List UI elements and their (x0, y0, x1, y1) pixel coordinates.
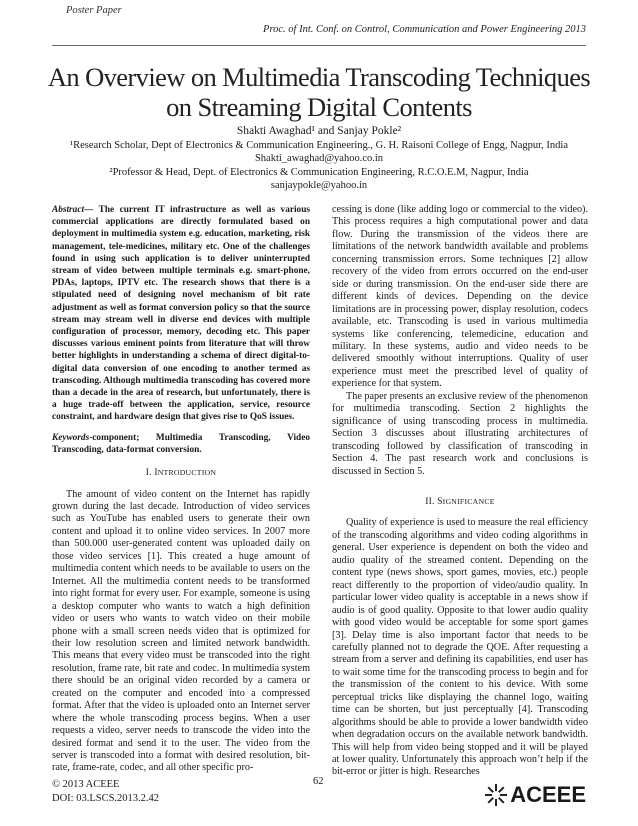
author-names: Shakti Awaghad¹ and Sanjay Pokle² (236, 125, 402, 137)
header-rule (52, 45, 586, 46)
logo-text: ACEEE (510, 782, 586, 807)
doi: DOI: 03.LSCS.2013.2.42 (52, 793, 160, 804)
right-column (332, 204, 588, 779)
copyright: © 2013 ACEEE (52, 779, 120, 790)
keywords-label: Keywords (52, 432, 90, 443)
page-number: 62 (313, 776, 324, 787)
abstract-label: Abstract (52, 205, 85, 215)
email-1: Shakti_awaghad@yahoo.co.in (254, 153, 384, 164)
left-column (52, 204, 310, 775)
paper-outline-paragraph: The paper presents an exclusive review of the phenomenon for multimedia transcoding. Section 2 highlights the significance of using transcoding process in multimedia. Section 3 discusses about illustrating architectures of transcoding followed by classification of transcoding in Section 4. The past research work and conclusions is discussed in Section 5. (332, 390, 588, 477)
footer-info (52, 778, 159, 806)
significance-paragraph: Quality of experience is used to measure the real efficiency of the transcoding algorithms and video coding algorithms in general. User experience is dependent on both the video and audio quality of the streamed content. Depending on the content type (news shows, sport games, movies, etc.) people react differently to the proportion of video/audio quality. In particular lower video quality is acceptable in a news show if audio is of good quality. Opposite to that lower audio quality with good video would be acceptable for some sport games [3]. Delay time is also important factor that needs to be carefully planned not to degrade the QOE. After requesting a stream from a server and defining its capabilities, end user has to wait some time for the transcoding process to begin and for the transmission of the content to his device. With some perceptual tricks like displaying the channel logo, waiting time can be shorten, but just perceptually [4]. Transcoding algorithms should be able to provide a lower bandwidth video when degradation occurs on the available network bandwidth. This will help from video being stopped and it will be played at lower quality. Unfortunately this approach won’t help if the bit-error or jitter is high. Researches (332, 517, 588, 778)
email-2: sanjaypokle@yahoo.in (270, 180, 368, 191)
keywords-text: -component; Multimedia Transcoding, Video Transcoding, data-format conversion. (52, 432, 310, 455)
abstract (52, 204, 310, 424)
author-block (52, 125, 586, 193)
section-heading-introduction: I. INTRODUCTION (145, 468, 217, 479)
section-heading-significance: II. SIGNIFICANCE (425, 496, 495, 507)
paper-title (40, 62, 598, 122)
keywords (52, 432, 310, 456)
poster-paper-label: Poster Paper (66, 5, 122, 16)
introduction-paragraph: The amount of video content on the Internet has rapidly grown during the last decade. Introduction of video services such as YouTube has enabled users to generate their own content and upload it to online video services. In 2007 more than 500.000 user-generated content was uploaded daily on those video services [1]. This created a huge amount of multimedia content which needs to be available to users on the Internet. All the multimedia content needs to be transformed into right format for every user. For example, someone is using a desktop computer who wants to watch a high definition video or users who wants to watch video on their mobile phone with a small screen needs video that is optimized for their low resolution screen and limited network bandwidth. This means that every video must be transcoded into the right resolution, frame rate, bit rate and codec. In multimedia system there should be an original video recorded by a camera or created on the computer and encoded into a compressed format. After that the video is uploaded onto an Internet server where the whole transcoding process begins. When a user requests a video, server needs to transcode the video into the desired format and send it to the user. The video from the server is transcoded into a format with desired resolution, bit-rate, frame-rate, codec, and all other specific pro- (52, 488, 310, 774)
title-line-1: An Overview on Multimedia Transcoding Techniques (47, 62, 591, 92)
introduction-continuation: cessing is done (like adding logo or commercial to the video). This process requires a high computational power and data flow. During the transmission of the videos there are limitations of the network bandwidth available and problems concerning transmission errors. Some techniques [2] allow recovery of the video from errors occurred on the end-user side or during transmission. On the end-user side there are different kinds of devices. Depending on the device limitations are in processing power, display resolution, codecs available, etc. Transcoding is used in various multimedia systems like conferencing, telemedicine, education and military. In these systems, audio and video needs to be delivered smoothly without interruptions. Quality of user experience must meet the prescribed level of quality of experience for that system. (332, 204, 588, 390)
running-head: Proc. of Int. Conf. on Control, Communication and Power Engineering 2013 (263, 24, 586, 35)
aceee-logo-icon (485, 784, 507, 806)
aceee-logo (485, 782, 586, 808)
abstract-text: — The current IT infrastructure as well as various commercial applications are directly formulated based on deployment in multimedia system e.g. education, marketing, risk management, tele-medicines, military etc. One of the challenges found in using such application is to deliver uninterrupted stream of video between multiple terminals e.g. smart-phone, PDAs, laptops, IPTV etc. The research shows that there is a stipulated need of designing novel mechanism of bit rate adjustment as well as format conversion policy so that the source stream may stream well in diverse end devices with multiple configuration of processor, memory, decoding etc. This paper discusses various eminent points from literature that will throw better highlights in understanding a schema of direct digital-to-digital data conversion of one encoding to another termed as transcoding. Although multimedia transcoding has covered more than a decade in the area of research, but unfortunately, there is a huge trade-off between the application, service, resource constraint, and hardware design that gives rise to QoS issues. (52, 205, 310, 423)
affiliation-1: ¹Research Scholar, Dept of Electronics & Communication Engineering., G. H. Raisoni College of Engg, Nagpur, India (69, 139, 569, 151)
title-line-2: on Streaming Digital Contents (166, 92, 472, 122)
affiliation-2: ²Professor & Head, Dept. of Electronics & Communication Engineering, R.C.O.E.M, Nagpur, India (109, 166, 529, 178)
